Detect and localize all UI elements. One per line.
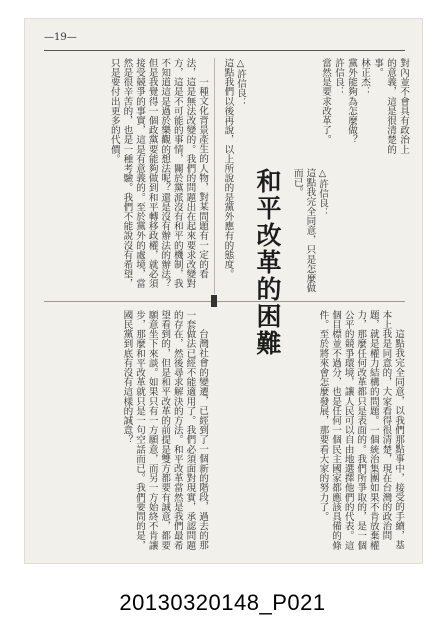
dialogue-line: 黨外能夠為怎麼做？ xyxy=(346,58,357,145)
document-page xyxy=(24,18,423,564)
dialogue-line: 這點我們以後再說，以上所說的是黨外應有的態度。 xyxy=(222,58,234,279)
text-column-upper-left xyxy=(46,58,208,294)
section-marker xyxy=(211,295,217,307)
dialogue-line: 林正杰： xyxy=(359,58,370,97)
dialogue-line: △許信良： xyxy=(235,58,246,108)
dialogue-line: 許信良： xyxy=(333,58,344,97)
text-column-upper-right xyxy=(320,58,410,162)
archive-id-label: 20130320148_P021 xyxy=(119,590,326,615)
dialogue-line: 對內並不會具有政治上的意義，這是很清楚的事。 xyxy=(372,58,409,154)
dialogue-line: △許信良： xyxy=(317,168,328,218)
text-column-lower-right xyxy=(220,310,404,550)
column-divider xyxy=(214,58,215,294)
section-rule xyxy=(44,301,405,302)
paragraph: 台灣社會的變遷，已經到了一個新的階段，過去的那一套做法已經不能適用了。我們必須面對現實，承認問題的存在，然後尋求解決的方法。和平改革當然是我們最希望看到的，但是和平改革的前提是雙方都要有誠意，都要願意坐下來談。如果只有一方願意，而另一方始終不肯讓步，那麼和平改革就只是一句空話而已。我們要問的是，國民黨到底有沒有這樣的誠意？ xyxy=(121,310,208,550)
text-column-lower-left xyxy=(46,310,208,550)
paragraph: 一種文化背景產生的人物，對某問題有一定的看法，這是無法改變的。我們的問題出在起來要求改變對方，這是不可能的事情，關於黨派沒有和平的機制，我不知道這是過於樂觀的想法呢？還是沒有辦法的辦法？但是我覺得一個政黨要能夠做到和平轉移政權，就必須接受競爭的事實，這是有意義的。至於黨外的處境，當然是很辛苦的，也是一種考驗。我們不能說沒有希望，只是要付出更多的代價。 xyxy=(108,58,208,289)
page-number: —19— xyxy=(44,32,77,43)
dialogue-line: 當然是要求改革了。 xyxy=(320,58,331,145)
article-title: 和平改革的困難 xyxy=(253,168,282,357)
text-column-upper-middle xyxy=(220,58,246,294)
header-rule xyxy=(44,50,405,51)
paragraph: 這點我完全同意，以我們那點事中，接受的手續，基本上我是同意的，大家看得很清楚，現在台灣的政治問題，就是權力結構的問題。一個統治集團如果不肯放棄權力，那麼任何改革都只是表面的。我們所爭取的，是一個公平的競爭環境，讓人民可以自由地選擇他們的代表。這個目標並不過分，也是任何一個民主國家都應該具備的條件。至於將來會怎麼發展，那要看大家的努力了。 xyxy=(317,310,404,550)
text-column-title-side xyxy=(292,168,328,294)
dialogue-line: 這點我完全同意，只是怎麼做而已。 xyxy=(291,168,316,293)
